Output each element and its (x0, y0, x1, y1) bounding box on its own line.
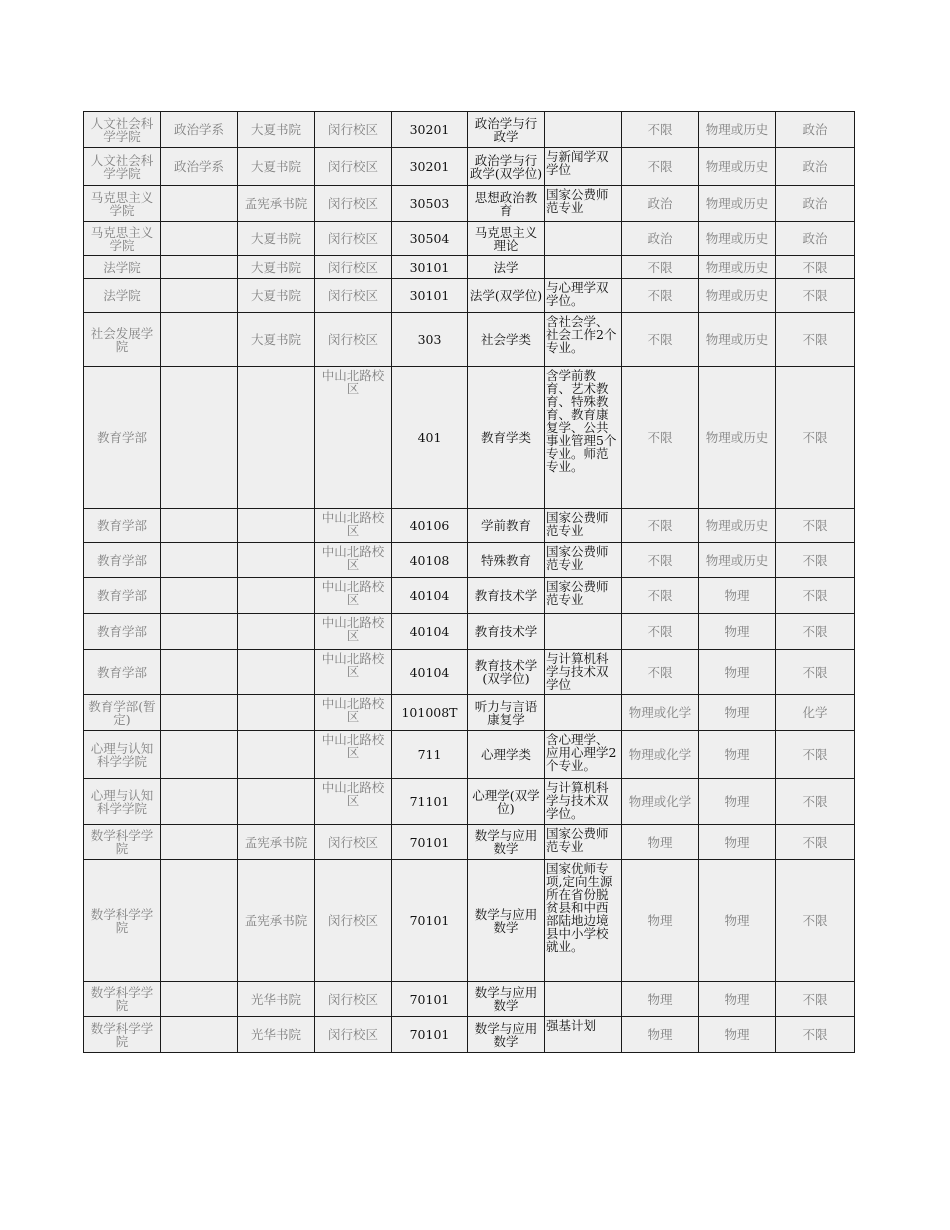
campus-cell: 闵行校区 (315, 148, 392, 186)
requirement-3-cell: 不限 (776, 614, 855, 650)
major-name-cell: 心理学(双学位) (468, 779, 545, 825)
major-name-cell: 教育技术学 (468, 578, 545, 614)
academy-cell (238, 614, 315, 650)
major-name-cell: 马克思主义理论 (468, 222, 545, 256)
table-row (84, 825, 855, 860)
college-cell: 法学院 (84, 279, 161, 313)
major-code-cell: 70101 (392, 982, 468, 1017)
requirement-2-cell: 物理或历史 (699, 256, 776, 279)
requirement-2-cell: 物理或历史 (699, 279, 776, 313)
note-cell: 与计算机科学与技术双学位 (545, 650, 622, 695)
note-cell (545, 614, 622, 650)
table-row (84, 509, 855, 543)
note-cell: 国家公费师范专业 (545, 825, 622, 860)
requirement-2-cell: 物理或历史 (699, 148, 776, 186)
table-row (84, 148, 855, 186)
major-name-cell: 数学与应用数学 (468, 1017, 545, 1053)
note-cell: 含社会学、社会工作2个专业。 (545, 313, 622, 367)
academy-cell: 光华书院 (238, 982, 315, 1017)
academy-cell: 大夏书院 (238, 279, 315, 313)
table-row (84, 695, 855, 731)
campus-cell: 闵行校区 (315, 222, 392, 256)
requirement-3-cell: 不限 (776, 543, 855, 578)
department-cell (161, 222, 238, 256)
note-cell: 与心理学双学位。 (545, 279, 622, 313)
department-cell (161, 982, 238, 1017)
college-cell: 社会发展学院 (84, 313, 161, 367)
major-name-cell: 政治学与行政学 (468, 112, 545, 148)
requirement-1-cell: 政治 (622, 186, 699, 222)
department-cell (161, 367, 238, 509)
requirement-3-cell: 不限 (776, 367, 855, 509)
note-cell: 含心理学、应用心理学2个专业。 (545, 731, 622, 779)
requirement-2-cell: 物理 (699, 731, 776, 779)
campus-cell: 闵行校区 (315, 186, 392, 222)
department-cell (161, 650, 238, 695)
major-name-cell: 听力与言语康复学 (468, 695, 545, 731)
note-cell: 含学前教育、艺术教育、特殊教育、教育康复学、公共事业管理5个专业。师范专业。 (545, 367, 622, 509)
academy-cell: 大夏书院 (238, 112, 315, 148)
major-code-cell: 30101 (392, 279, 468, 313)
table-row (84, 279, 855, 313)
admissions-table (83, 111, 855, 1053)
requirement-1-cell: 不限 (622, 112, 699, 148)
academy-cell (238, 731, 315, 779)
major-name-cell: 特殊教育 (468, 543, 545, 578)
department-cell (161, 509, 238, 543)
major-code-cell: 303 (392, 313, 468, 367)
requirement-3-cell: 不限 (776, 860, 855, 982)
college-cell: 心理与认知科学学院 (84, 731, 161, 779)
requirement-2-cell: 物理 (699, 614, 776, 650)
academy-cell (238, 578, 315, 614)
requirement-2-cell: 物理 (699, 650, 776, 695)
table-row (84, 779, 855, 825)
major-code-cell: 401 (392, 367, 468, 509)
table-row (84, 860, 855, 982)
table-row (84, 256, 855, 279)
department-cell (161, 256, 238, 279)
college-cell: 数学科学学院 (84, 825, 161, 860)
college-cell: 数学科学学院 (84, 982, 161, 1017)
department-cell (161, 779, 238, 825)
college-cell: 数学科学学院 (84, 860, 161, 982)
academy-cell (238, 650, 315, 695)
table-row (84, 982, 855, 1017)
department-cell (161, 614, 238, 650)
requirement-2-cell: 物理 (699, 825, 776, 860)
table-row (84, 222, 855, 256)
campus-cell: 闵行校区 (315, 1017, 392, 1053)
requirement-2-cell: 物理 (699, 578, 776, 614)
department-cell (161, 279, 238, 313)
requirement-1-cell: 不限 (622, 148, 699, 186)
note-cell: 强基计划 (545, 1017, 622, 1053)
requirement-3-cell: 政治 (776, 112, 855, 148)
requirement-3-cell: 不限 (776, 279, 855, 313)
major-code-cell: 40104 (392, 578, 468, 614)
campus-cell: 中山北路校区 (315, 578, 392, 614)
academy-cell (238, 543, 315, 578)
requirement-1-cell: 物理或化学 (622, 731, 699, 779)
campus-cell: 闵行校区 (315, 112, 392, 148)
department-cell: 政治学系 (161, 112, 238, 148)
academy-cell: 孟宪承书院 (238, 860, 315, 982)
department-cell (161, 731, 238, 779)
college-cell: 心理与认知科学学院 (84, 779, 161, 825)
requirement-3-cell: 不限 (776, 1017, 855, 1053)
major-code-cell: 30201 (392, 148, 468, 186)
major-code-cell: 30504 (392, 222, 468, 256)
major-code-cell: 40106 (392, 509, 468, 543)
table-body (84, 112, 855, 1053)
requirement-3-cell: 不限 (776, 578, 855, 614)
college-cell: 人文社会科学学院 (84, 112, 161, 148)
table-row (84, 186, 855, 222)
requirement-1-cell: 不限 (622, 578, 699, 614)
requirement-2-cell: 物理或历史 (699, 509, 776, 543)
major-name-cell: 教育技术学 (468, 614, 545, 650)
college-cell: 教育学部 (84, 614, 161, 650)
note-cell (545, 256, 622, 279)
campus-cell: 闵行校区 (315, 256, 392, 279)
academy-cell: 大夏书院 (238, 313, 315, 367)
campus-cell: 中山北路校区 (315, 509, 392, 543)
academy-cell: 大夏书院 (238, 256, 315, 279)
requirement-3-cell: 不限 (776, 650, 855, 695)
requirement-3-cell: 化学 (776, 695, 855, 731)
requirement-2-cell: 物理 (699, 860, 776, 982)
major-name-cell: 数学与应用数学 (468, 860, 545, 982)
requirement-3-cell: 政治 (776, 186, 855, 222)
requirement-3-cell: 政治 (776, 148, 855, 186)
requirement-3-cell: 不限 (776, 509, 855, 543)
department-cell (161, 825, 238, 860)
requirement-2-cell: 物理或历史 (699, 367, 776, 509)
major-name-cell: 心理学类 (468, 731, 545, 779)
requirement-3-cell: 不限 (776, 779, 855, 825)
department-cell (161, 543, 238, 578)
college-cell: 教育学部 (84, 367, 161, 509)
academy-cell (238, 695, 315, 731)
requirement-1-cell: 不限 (622, 367, 699, 509)
major-name-cell: 数学与应用数学 (468, 825, 545, 860)
table-row (84, 313, 855, 367)
department-cell: 政治学系 (161, 148, 238, 186)
requirement-2-cell: 物理或历史 (699, 313, 776, 367)
table-row (84, 112, 855, 148)
college-cell: 数学科学学院 (84, 1017, 161, 1053)
campus-cell: 闵行校区 (315, 825, 392, 860)
requirement-2-cell: 物理 (699, 779, 776, 825)
requirement-2-cell: 物理 (699, 695, 776, 731)
note-cell: 与新闻学双学位 (545, 148, 622, 186)
college-cell: 教育学部 (84, 650, 161, 695)
major-code-cell: 101008T (392, 695, 468, 731)
requirement-1-cell: 物理 (622, 1017, 699, 1053)
college-cell: 马克思主义学院 (84, 222, 161, 256)
major-name-cell: 思想政治教育 (468, 186, 545, 222)
campus-cell: 中山北路校区 (315, 779, 392, 825)
requirement-1-cell: 不限 (622, 614, 699, 650)
major-name-cell: 法学 (468, 256, 545, 279)
note-cell (545, 982, 622, 1017)
requirement-3-cell: 不限 (776, 825, 855, 860)
requirement-3-cell: 不限 (776, 256, 855, 279)
academy-cell (238, 779, 315, 825)
note-cell: 与计算机科学与技术双学位。 (545, 779, 622, 825)
requirement-3-cell: 不限 (776, 731, 855, 779)
campus-cell: 中山北路校区 (315, 543, 392, 578)
table-row (84, 731, 855, 779)
academy-cell (238, 509, 315, 543)
major-name-cell: 学前教育 (468, 509, 545, 543)
requirement-1-cell: 政治 (622, 222, 699, 256)
note-cell: 国家公费师范专业 (545, 509, 622, 543)
major-name-cell: 政治学与行政学(双学位) (468, 148, 545, 186)
college-cell: 教育学部 (84, 509, 161, 543)
major-name-cell: 法学(双学位) (468, 279, 545, 313)
requirement-2-cell: 物理或历史 (699, 543, 776, 578)
department-cell (161, 313, 238, 367)
table-row (84, 650, 855, 695)
requirement-2-cell: 物理 (699, 1017, 776, 1053)
department-cell (161, 860, 238, 982)
requirement-3-cell: 不限 (776, 982, 855, 1017)
department-cell (161, 695, 238, 731)
campus-cell: 闵行校区 (315, 982, 392, 1017)
major-code-cell: 70101 (392, 860, 468, 982)
college-cell: 人文社会科学学院 (84, 148, 161, 186)
major-name-cell: 社会学类 (468, 313, 545, 367)
department-cell (161, 1017, 238, 1053)
college-cell: 教育学部 (84, 578, 161, 614)
major-name-cell: 教育技术学(双学位) (468, 650, 545, 695)
academy-cell: 光华书院 (238, 1017, 315, 1053)
campus-cell: 闵行校区 (315, 279, 392, 313)
note-cell (545, 695, 622, 731)
requirement-2-cell: 物理或历史 (699, 222, 776, 256)
campus-cell: 中山北路校区 (315, 731, 392, 779)
table-row (84, 578, 855, 614)
requirement-1-cell: 物理 (622, 982, 699, 1017)
requirement-2-cell: 物理 (699, 982, 776, 1017)
requirement-1-cell: 物理 (622, 860, 699, 982)
academy-cell: 大夏书院 (238, 148, 315, 186)
major-code-cell: 70101 (392, 825, 468, 860)
note-cell: 国家公费师范专业 (545, 186, 622, 222)
academy-cell (238, 367, 315, 509)
campus-cell: 闵行校区 (315, 860, 392, 982)
major-name-cell: 数学与应用数学 (468, 982, 545, 1017)
major-code-cell: 30101 (392, 256, 468, 279)
requirement-1-cell: 不限 (622, 279, 699, 313)
campus-cell: 中山北路校区 (315, 367, 392, 509)
campus-cell: 闵行校区 (315, 313, 392, 367)
requirement-1-cell: 物理 (622, 825, 699, 860)
major-code-cell: 70101 (392, 1017, 468, 1053)
academy-cell: 孟宪承书院 (238, 825, 315, 860)
campus-cell: 中山北路校区 (315, 614, 392, 650)
academy-cell: 大夏书院 (238, 222, 315, 256)
department-cell (161, 578, 238, 614)
campus-cell: 中山北路校区 (315, 650, 392, 695)
major-code-cell: 71101 (392, 779, 468, 825)
requirement-2-cell: 物理或历史 (699, 186, 776, 222)
requirement-1-cell: 物理或化学 (622, 695, 699, 731)
table-row (84, 614, 855, 650)
requirement-1-cell: 不限 (622, 650, 699, 695)
requirement-1-cell: 不限 (622, 509, 699, 543)
table-row (84, 367, 855, 509)
major-code-cell: 30503 (392, 186, 468, 222)
campus-cell: 中山北路校区 (315, 695, 392, 731)
table-row (84, 543, 855, 578)
note-cell: 国家优师专项,定向生源所在省份脱贫县和中西部陆地边境县中小学校就业。 (545, 860, 622, 982)
requirement-3-cell: 政治 (776, 222, 855, 256)
major-code-cell: 40108 (392, 543, 468, 578)
major-code-cell: 711 (392, 731, 468, 779)
major-code-cell: 30201 (392, 112, 468, 148)
major-code-cell: 40104 (392, 614, 468, 650)
requirement-3-cell: 不限 (776, 313, 855, 367)
note-cell (545, 222, 622, 256)
table-row (84, 1017, 855, 1053)
note-cell (545, 112, 622, 148)
requirement-1-cell: 不限 (622, 543, 699, 578)
college-cell: 马克思主义学院 (84, 186, 161, 222)
college-cell: 教育学部(暂定) (84, 695, 161, 731)
note-cell: 国家公费师范专业 (545, 543, 622, 578)
major-code-cell: 40104 (392, 650, 468, 695)
major-name-cell: 教育学类 (468, 367, 545, 509)
academy-cell: 孟宪承书院 (238, 186, 315, 222)
requirement-2-cell: 物理或历史 (699, 112, 776, 148)
department-cell (161, 186, 238, 222)
college-cell: 法学院 (84, 256, 161, 279)
requirement-1-cell: 不限 (622, 313, 699, 367)
requirement-1-cell: 不限 (622, 256, 699, 279)
college-cell: 教育学部 (84, 543, 161, 578)
note-cell: 国家公费师范专业 (545, 578, 622, 614)
requirement-1-cell: 物理或化学 (622, 779, 699, 825)
